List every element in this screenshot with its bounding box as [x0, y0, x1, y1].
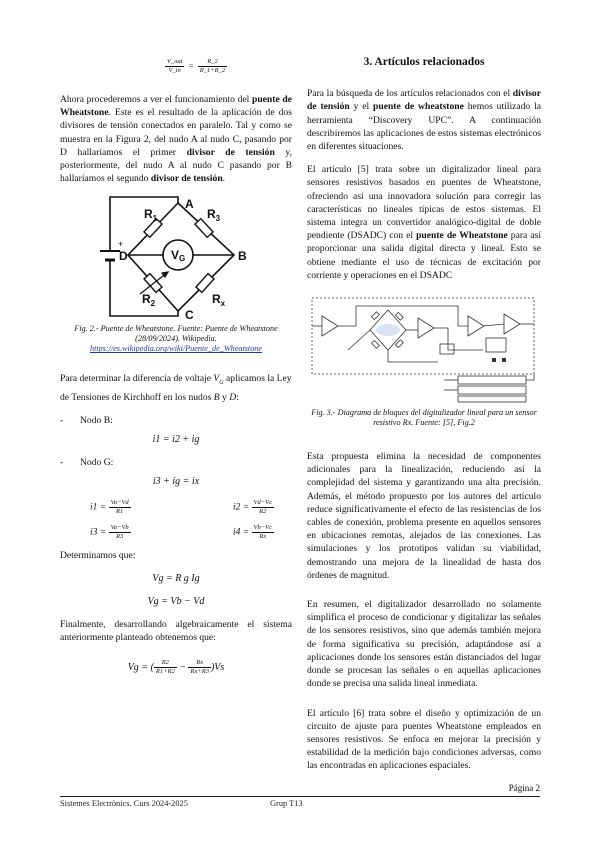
current-equations-row-2 — [90, 524, 274, 541]
course-label: Sistemes Electrònics. Curs 2024-2025 — [60, 799, 188, 808]
right-column — [307, 50, 541, 783]
vg-equation-2: Vg = Vb − Vd — [147, 595, 205, 607]
node-a-label: A — [184, 197, 194, 212]
node-d-label: D — [118, 249, 128, 264]
left-column — [60, 50, 292, 686]
page-number: Página 2 — [508, 783, 540, 793]
r1-label: $R_1$ — [143, 207, 157, 224]
node-b-equation: i1 = i2 + ig — [152, 433, 200, 445]
node-g-equation: i3 + ig = ix — [152, 476, 200, 488]
r2-resistor — [144, 274, 162, 293]
article-5-benefits-paragraph: Esta propuesta elimina la necesidad de componentes adicionales para la linealización, reduciendo así la complejidad del sistema y garantizando una alta precisión. Además, el método propuesto por los autores del artículo reduce significativamente el efecto de las resistencias de los cables de conexión, problema presente en aquellos sensores en ubicaciones remotas, alejados de las conexiones. Las simulaciones y los prototipos validan su viabilidad, demostrando una mejora de la linealidad de hasta dos órdenes de magnitud. — [307, 451, 541, 581]
r2-label: $R_2$ — [141, 292, 155, 309]
article-6-paragraph: El artículo [6] trata sobre el diseño y optimización de un circuito de ajuste para puentes Wheatstone empleados en sensores resistivos. Se enfoca en mejorar la precisión y estabilidad de la medición bajo condiciones adversas, como las encontradas en aplicaciones espaciales. — [307, 707, 541, 772]
final-equation: Vg = ( $\frac{R2}{R1+R2}$ − $\frac{Rx}{Rx+R3}$ )Vs — [127, 658, 225, 675]
final-paragraph: Finalmente, desarrollando algebraicamente el sistema anteriormente planteado obtenemos que: — [60, 619, 292, 644]
i4-equation: i4 = $\frac{Vb-Vc}{Rx}$ — [232, 523, 272, 540]
figure-2-caption: Fig. 2.- Puente de Wheatstone. Fuente: Puente de Wheatstone (28/09/2024). Wikipedia. https://es.wikipedia.org/wiki/Puente_de_Wheatstone — [74, 324, 278, 354]
node-g-heading: - Nodo G: — [60, 457, 114, 469]
i2-equation: i2 = $\frac{Vd-Vc}{R2}$ — [232, 498, 272, 515]
kirchhoff-paragraph: Para determinar la diferencia de voltaje $V_G$ aplicamos la Ley de Tensiones de Kirchhoff en los nudos B y D: — [60, 373, 292, 403]
current-equations-row-1 — [90, 499, 274, 516]
rx-resistor — [196, 274, 214, 293]
figure-3-caption: Fig. 3.- Diagrama de bloques del digitalizador lineal para un sensor resistivo Rx. Fuente: [5], Fig.2 — [311, 408, 537, 428]
i1-equation: i1 = $\frac{Va-Vd}{R1}$ — [90, 498, 129, 515]
article-5-paragraph: El artículo [5] trata sobre un digitalizador lineal para sensores resistivos basados en puentes de Wheatstone, ofreciendo así una innovadora solución para corregir las características no lineales típicas de estos sistemas. El sistema integra un convertidor analógico-digital de doble pendiente (DSADC) con el puente de Wheatstone para así proporcionar una salida digital directa y lineal. Esto se obtiene mediante el uso de técnicas de excitación por corriente y operaciones en el DSADC — [307, 164, 541, 281]
voltage-divider-equation: $\frac{\text{V\_out}}{V\_in}$ = $\frac{R\_2}{R\_1+R\_2}$ — [166, 58, 226, 74]
battery-plus-sign: + — [117, 239, 123, 250]
wheatstone-bridge-figure — [74, 195, 279, 320]
page-footer — [60, 783, 540, 808]
node-b-label: B — [237, 249, 247, 264]
digitalizer-block-diagram — [308, 292, 540, 404]
galvanometer-label: VG — [170, 248, 185, 264]
group-label: Grup T13 — [270, 799, 303, 808]
i3-equation: i3 = $\frac{Va-Vb}{R3}$ — [90, 523, 129, 540]
vg-equation-1: Vg = R g Ig — [152, 572, 200, 584]
wikipedia-link[interactable]: https://es.wikipedia.org/wiki/Puente_de_Wheatstone — [89, 344, 263, 354]
section-heading: 3. Artículos relacionados — [363, 56, 485, 68]
footer-rule — [60, 796, 540, 797]
node-c-label: C — [184, 308, 194, 321]
r3-resistor — [194, 219, 212, 238]
determine-text: Determinamos que: — [60, 549, 136, 561]
summary-paragraph: En resumen, el digitalizador desarrollado no solamente simplifica el proceso de condicionar y digitalizar las señales de los sensores resistivos, sino que además también mejora de forma significativa su precisión, adaptándose así a aplicaciones donde los sensores están distanciados del lugar donde se procesan las señales o en aquellas aplicaciones donde se precisa una salida lineal inmediata. — [307, 599, 541, 690]
rx-label: $R_x$ — [211, 292, 225, 309]
related-intro-paragraph: Para la búsqueda de los artículos relacionados con el divisor de tensión y el puente de wheatstone hemos utilizado la herramienta “Discovery UPC”. A continuación describiremos las aplicaciones de estos sistemas electrónicos en diferentes situaciones. — [307, 88, 541, 153]
r3-label: $R_3$ — [206, 207, 220, 224]
node-b-heading: - Nodo B: — [60, 414, 113, 426]
intro-paragraph: Ahora procederemos a ver el funcionamiento del puente de Wheatstone. Este es el resultado de la aplicación de dos divisores de tensión conectados en paralelo. Tal y como se muestra en la Figura 2, del nudo A al nudo C, pasando por D hallaríamos el primer divisor de tensión y, posteriormente, del nudo A al nudo C pasando por B hallaríamos el segundo divisor de tensión. — [60, 94, 292, 185]
